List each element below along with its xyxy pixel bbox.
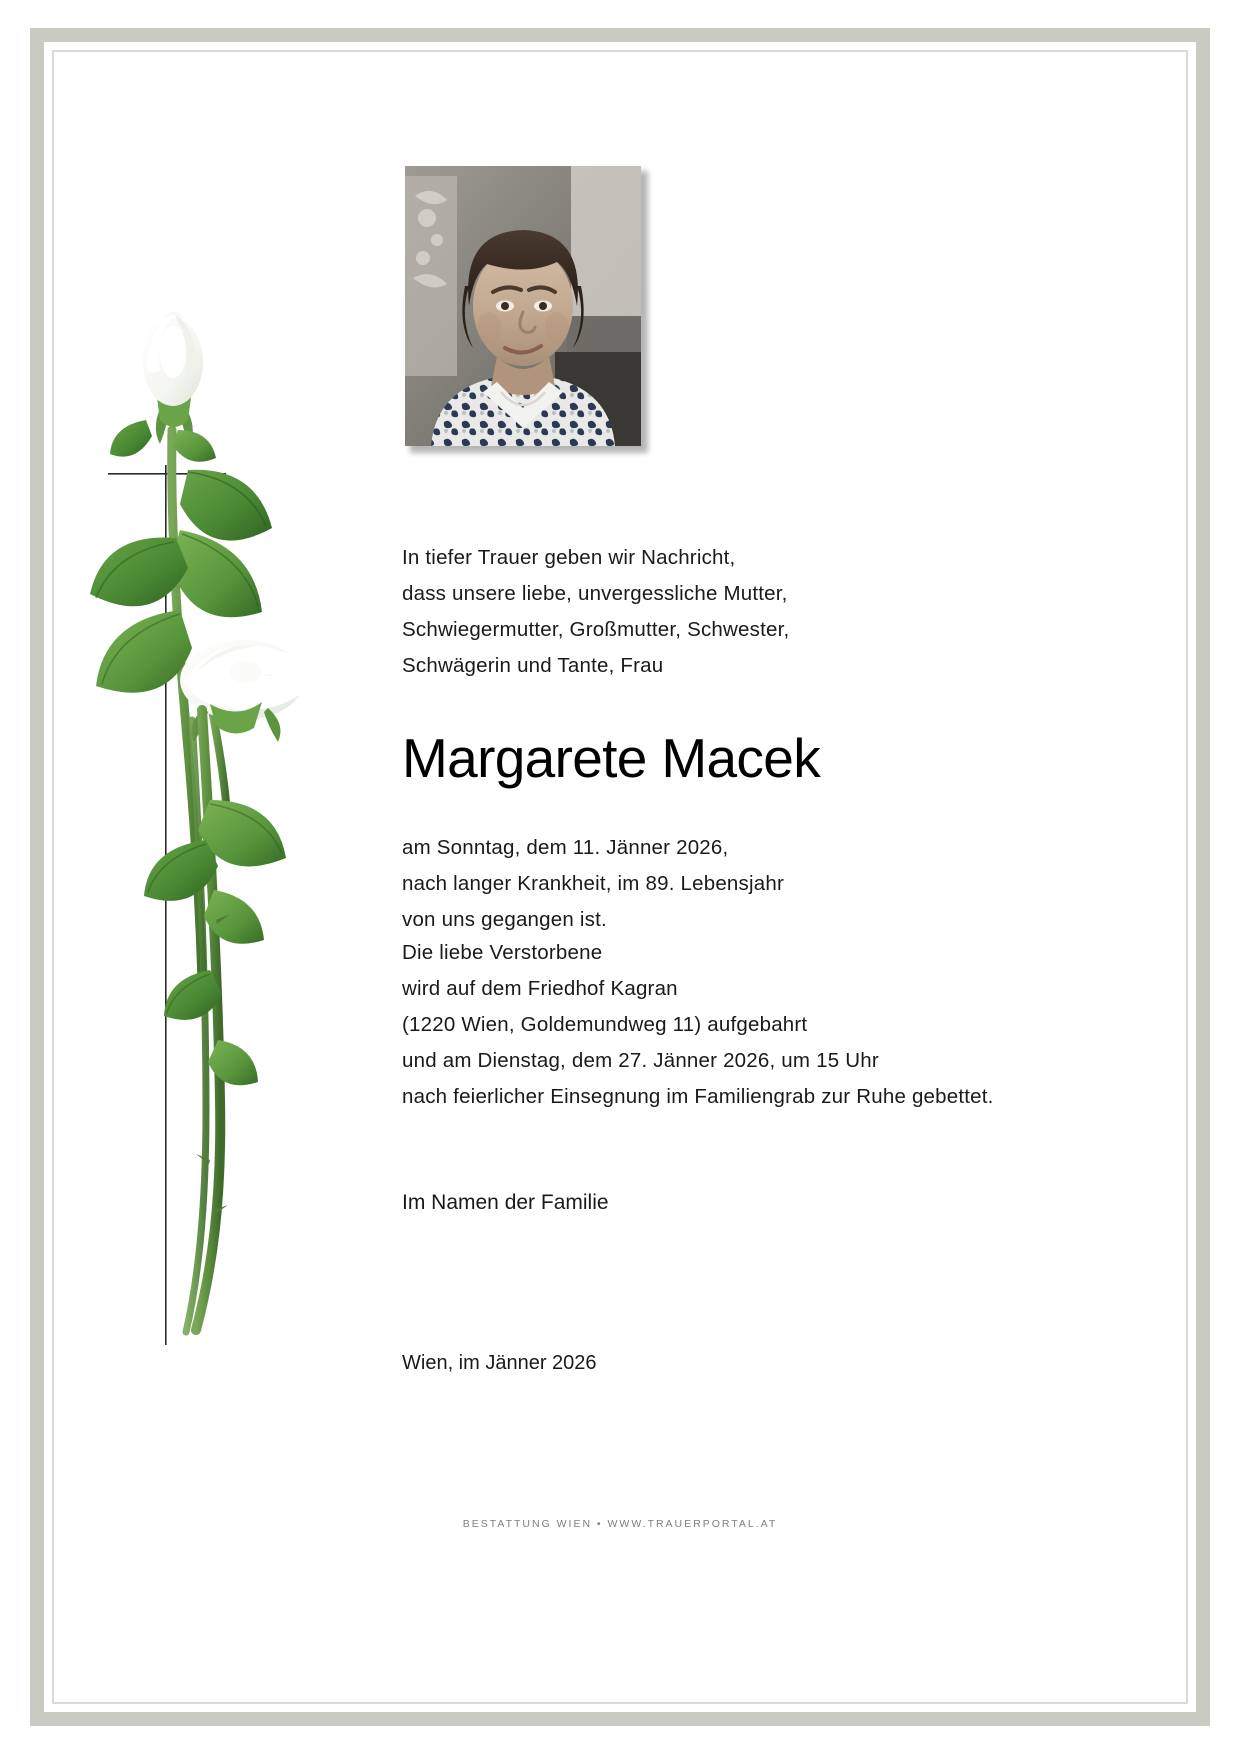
intro-line-4: Schwägerin und Tante, Frau — [402, 654, 664, 677]
place-and-date: Wien, im Jänner 2026 — [402, 1352, 597, 1374]
funeral-info-line-5: nach feierlicher Einsegnung im Familiengrab zur Ruhe gebettet. — [402, 1085, 994, 1108]
intro-line-1: In tiefer Trauer geben wir Nachricht, — [402, 546, 736, 569]
family-signature: Im Namen der Familie — [402, 1191, 609, 1214]
portrait-photo — [405, 166, 647, 452]
footer-credit: BESTATTUNG WIEN • WWW.TRAUERPORTAL.AT — [462, 1518, 778, 1530]
portrait-image — [405, 166, 641, 446]
funeral-info-line-4: und am Dienstag, dem 27. Jänner 2026, um 15 Uhr — [402, 1049, 879, 1072]
funeral-info-paragraph — [402, 935, 1062, 1115]
funeral-info-line-1: Die liebe Verstorbene — [402, 941, 603, 964]
intro-line-2: dass unsere liebe, unvergessliche Mutter, — [402, 582, 788, 605]
funeral-info-line-3: (1220 Wien, Goldemundweg 11) aufgebahrt — [402, 1013, 808, 1036]
intro-paragraph — [402, 540, 1042, 684]
deceased-name: Margarete Macek — [402, 727, 821, 789]
death-info-paragraph — [402, 830, 1042, 938]
death-info-line-3: von uns gegangen ist. — [402, 908, 607, 931]
death-info-line-2: nach langer Krankheit, im 89. Lebensjahr — [402, 872, 784, 895]
intro-line-3: Schwiegermutter, Großmutter, Schwester, — [402, 618, 790, 641]
rose-and-cross-decoration — [60, 280, 360, 1350]
death-info-line-1: am Sonntag, dem 11. Jänner 2026, — [402, 836, 729, 859]
funeral-info-line-2: wird auf dem Friedhof Kagran — [402, 977, 678, 1000]
